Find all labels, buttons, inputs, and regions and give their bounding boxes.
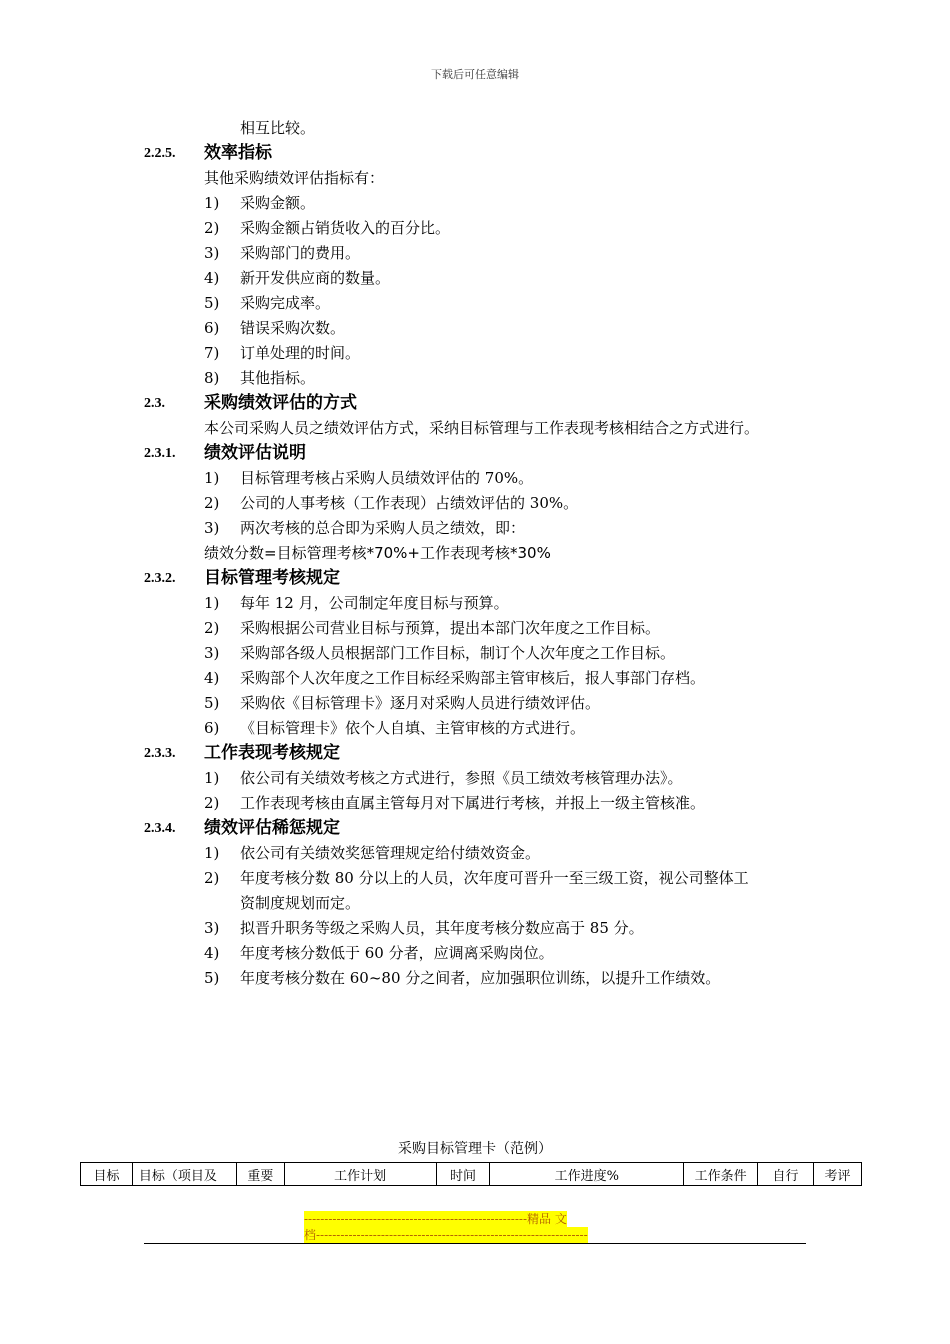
list-item — [0, 241, 950, 266]
continuation-text: 资制度规划而定。 — [240, 894, 361, 912]
list-item — [0, 916, 950, 941]
paragraph-text: 本公司采购人员之绩效评估方式，采纳目标管理与工作表现考核相结合之方式进行。 — [204, 419, 760, 437]
list-item — [0, 266, 950, 291]
list-item-number: 3) — [204, 644, 220, 662]
list-item-text: 两次考核的总合即为采购人员之绩效，即： — [240, 519, 526, 537]
list-item-text: 订单处理的时间。 — [240, 344, 361, 362]
list-item-text: 目标管理考核占采购人员绩效评估的 70%。 — [240, 469, 534, 487]
paragraph-text: 其他采购绩效评估指标有： — [204, 169, 385, 187]
list-item-text: 其他指标。 — [240, 369, 316, 387]
section-heading — [0, 391, 950, 416]
list-item-text: 采购金额占销货收入的百分比。 — [240, 219, 451, 237]
table-header-cell: 目标 — [81, 1163, 133, 1186]
list-item-number: 5) — [204, 294, 220, 312]
list-item — [0, 516, 950, 541]
list-item — [0, 866, 950, 891]
continuation-line — [0, 891, 950, 916]
list-item-text: 采购部门的费用。 — [240, 244, 361, 262]
list-item-text: 公司的人事考核（工作表现）占绩效评估的 30%。 — [240, 494, 579, 512]
continuation-text: 相互比较。 — [240, 119, 316, 137]
section-title: 效率指标 — [204, 143, 272, 163]
table-header-cell: 重要 — [236, 1163, 284, 1186]
table-header-cell: 自行 — [758, 1163, 814, 1186]
table-header-cell: 工作条件 — [684, 1163, 758, 1186]
list-item — [0, 941, 950, 966]
list-item-text: 采购依《目标管理卡》逐月对采购人员进行绩效评估。 — [240, 694, 601, 712]
section-number: 2.3.3. — [144, 746, 176, 761]
section-heading — [0, 141, 950, 166]
paragraph — [0, 166, 950, 191]
section-heading — [0, 441, 950, 466]
list-item-number: 2) — [204, 869, 220, 887]
list-item-text: 采购根据公司营业目标与预算，提出本部门次年度之工作目标。 — [240, 619, 661, 637]
section-title: 目标管理考核规定 — [204, 568, 340, 588]
list-item — [0, 616, 950, 641]
list-item-number: 6) — [204, 719, 220, 737]
list-item-number: 1) — [204, 469, 220, 487]
list-item-text: 采购部各级人员根据部门工作目标，制订个人次年度之工作目标。 — [240, 644, 676, 662]
list-item — [0, 591, 950, 616]
list-item-number: 7) — [204, 344, 220, 362]
list-item — [0, 466, 950, 491]
list-item-number: 2) — [204, 619, 220, 637]
section-title: 工作表现考核规定 — [204, 743, 340, 763]
formula-line — [0, 541, 950, 566]
page-header: 下载后可任意编辑 — [431, 68, 519, 81]
list-item-number: 4) — [204, 269, 220, 287]
table-header-cell: 工作进度% — [490, 1163, 684, 1186]
footer-watermark-line-2: 档------------------------------------------------------------------- — [304, 1228, 588, 1242]
card-title: 采购目标管理卡（范例） — [398, 1141, 552, 1157]
list-item-text: 采购金额。 — [240, 194, 316, 212]
list-item — [0, 791, 950, 816]
table-header-row — [81, 1163, 862, 1186]
list-item-text: 工作表现考核由直属主管每月对下属进行考核，并报上一级主管核准。 — [240, 794, 706, 812]
list-item-text: 依公司有关绩效考核之方式进行，参照《员工绩效考核管理办法》。 — [240, 769, 683, 787]
section-title: 绩效评估说明 — [204, 443, 306, 463]
list-item — [0, 691, 950, 716]
target-management-card-table — [80, 1162, 862, 1186]
list-item — [0, 341, 950, 366]
list-item-number: 3) — [204, 244, 220, 262]
table-header-cell: 考评 — [813, 1163, 861, 1186]
list-item-number: 4) — [204, 944, 220, 962]
list-item-text: 年度考核分数在 60~80 分之间者，应加强职位训练，以提升工作绩效。 — [240, 969, 721, 987]
list-item — [0, 841, 950, 866]
section-heading — [0, 741, 950, 766]
section-title: 绩效评估稀惩规定 — [204, 818, 340, 838]
list-item — [0, 191, 950, 216]
list-item-number: 1) — [204, 844, 220, 862]
list-item-number: 5) — [204, 969, 220, 987]
list-item-text: 采购完成率。 — [240, 294, 331, 312]
list-item-number: 3) — [204, 519, 220, 537]
table-header-cell: 工作计划 — [284, 1163, 436, 1186]
list-item-text: 《目标管理卡》依个人自填、主管审核的方式进行。 — [240, 719, 586, 737]
list-item — [0, 666, 950, 691]
list-item-text: 新开发供应商的数量。 — [240, 269, 391, 287]
list-item-number: 6) — [204, 319, 220, 337]
section-heading — [0, 566, 950, 591]
list-item — [0, 766, 950, 791]
list-item-text: 每年 12 月，公司制定年度目标与预算。 — [240, 594, 509, 612]
list-item-text: 年度考核分数低于 60 分者，应调离采购岗位。 — [240, 944, 554, 962]
list-item — [0, 216, 950, 241]
list-item — [0, 716, 950, 741]
section-title: 采购绩效评估的方式 — [204, 393, 357, 413]
list-item-number: 1) — [204, 194, 220, 212]
list-item-text: 拟晋升职务等级之采购人员，其年度考核分数应高于 85 分。 — [240, 919, 644, 937]
formula-text: 绩效分数=目标管理考核*70%+工作表现考核*30% — [204, 544, 551, 562]
paragraph — [0, 416, 950, 441]
document-body — [0, 116, 950, 991]
list-item — [0, 291, 950, 316]
list-item — [0, 641, 950, 666]
list-item-number: 2) — [204, 494, 220, 512]
list-item — [0, 316, 950, 341]
list-item-number: 3) — [204, 919, 220, 937]
list-item — [0, 491, 950, 516]
list-item — [0, 966, 950, 991]
list-item-text: 依公司有关绩效奖惩管理规定给付绩效资金。 — [240, 844, 541, 862]
list-item-text: 错误采购次数。 — [240, 319, 346, 337]
section-number: 2.3.4. — [144, 821, 176, 836]
continuation-line — [0, 116, 950, 141]
section-number: 2.3.1. — [144, 446, 176, 461]
section-number: 2.3.2. — [144, 571, 176, 586]
list-item-number: 4) — [204, 669, 220, 687]
list-item-number: 8) — [204, 369, 220, 387]
list-item-text: 年度考核分数 80 分以上的人员，次年度可晋升一至三级工资，视公司整体工 — [240, 869, 749, 887]
section-number: 2.3. — [144, 396, 165, 411]
footer-watermark-line-1: -------------------------------------------------------精品 文 — [304, 1212, 567, 1226]
list-item-number: 1) — [204, 769, 220, 787]
list-item-number: 2) — [204, 219, 220, 237]
list-item-number: 1) — [204, 594, 220, 612]
list-item-text: 采购部个人次年度之工作目标经采购部主管审核后，报人事部门存档。 — [240, 669, 706, 687]
list-item-number: 2) — [204, 794, 220, 812]
list-item-number: 5) — [204, 694, 220, 712]
section-number: 2.2.5. — [144, 146, 176, 161]
table-header-cell: 时间 — [436, 1163, 490, 1186]
list-item — [0, 366, 950, 391]
table-header-cell: 目标（项目及 — [132, 1163, 236, 1186]
section-heading — [0, 816, 950, 841]
footer-divider — [144, 1243, 806, 1244]
